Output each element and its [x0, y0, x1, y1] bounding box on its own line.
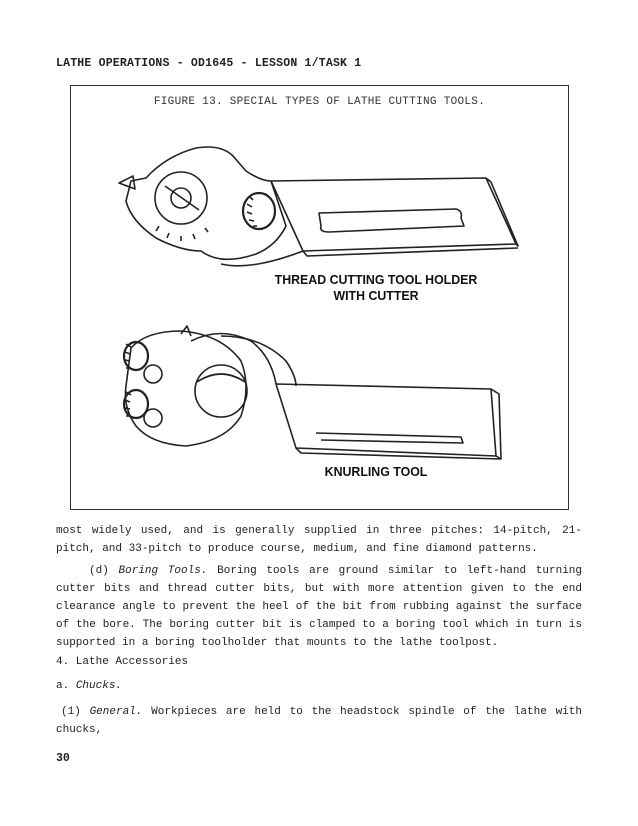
p5-text: Workpieces are held to the headstock spindle of the lathe with chucks, — [56, 706, 582, 736]
paragraph-chucks-general — [56, 703, 582, 739]
figure-13-frame — [70, 85, 569, 510]
paragraph-knurling-pitches: most widely used, and is generally supplied in three pitches: 14-pitch, 21-pitch, and 33-pitch to produce course, medium, and fine diamond patterns. — [56, 525, 582, 555]
caption-line-1: THREAD CUTTING TOOL HOLDER — [274, 272, 478, 287]
knurling-tool-caption: KNURLING TOOL — [324, 464, 428, 479]
p4-title: Chucks. — [75, 680, 123, 692]
p5-label: (1) — [61, 706, 81, 718]
subheading-chucks — [56, 677, 582, 695]
p4-label: a. — [56, 680, 70, 692]
page-header: LATHE OPERATIONS - OD1645 - LESSON 1/TASK 1 — [56, 57, 362, 70]
figure-title: FIGURE 13. SPECIAL TYPES OF LATHE CUTTING TOOLS. — [153, 96, 486, 108]
thread-cutting-tool-holder-drawing — [119, 147, 518, 266]
p2-text: Boring tools are ground similar to left-hand turning cutter bits and thread cutter bits, but with more attention given to the end clearance angle to prevent the heel of the bit from rubbing against the surface of the bore. The boring cutter bit is clamped to a boring tool which in turn is supported in a boring toolholder that mounts to the lathe toolpost. — [56, 565, 582, 649]
p2-label: (d) — [89, 565, 109, 577]
page-number: 30 — [56, 752, 70, 765]
caption-line-2: WITH CUTTER — [333, 288, 419, 303]
thread-cutting-tool-caption — [262, 272, 490, 304]
p2-title: Boring Tools. — [118, 565, 208, 577]
knurling-tool-drawing — [124, 326, 501, 459]
section-heading-lathe-accessories: 4. Lathe Accessories — [56, 656, 189, 668]
paragraph-boring-tools — [56, 562, 582, 652]
p5-title: General. — [89, 706, 143, 718]
